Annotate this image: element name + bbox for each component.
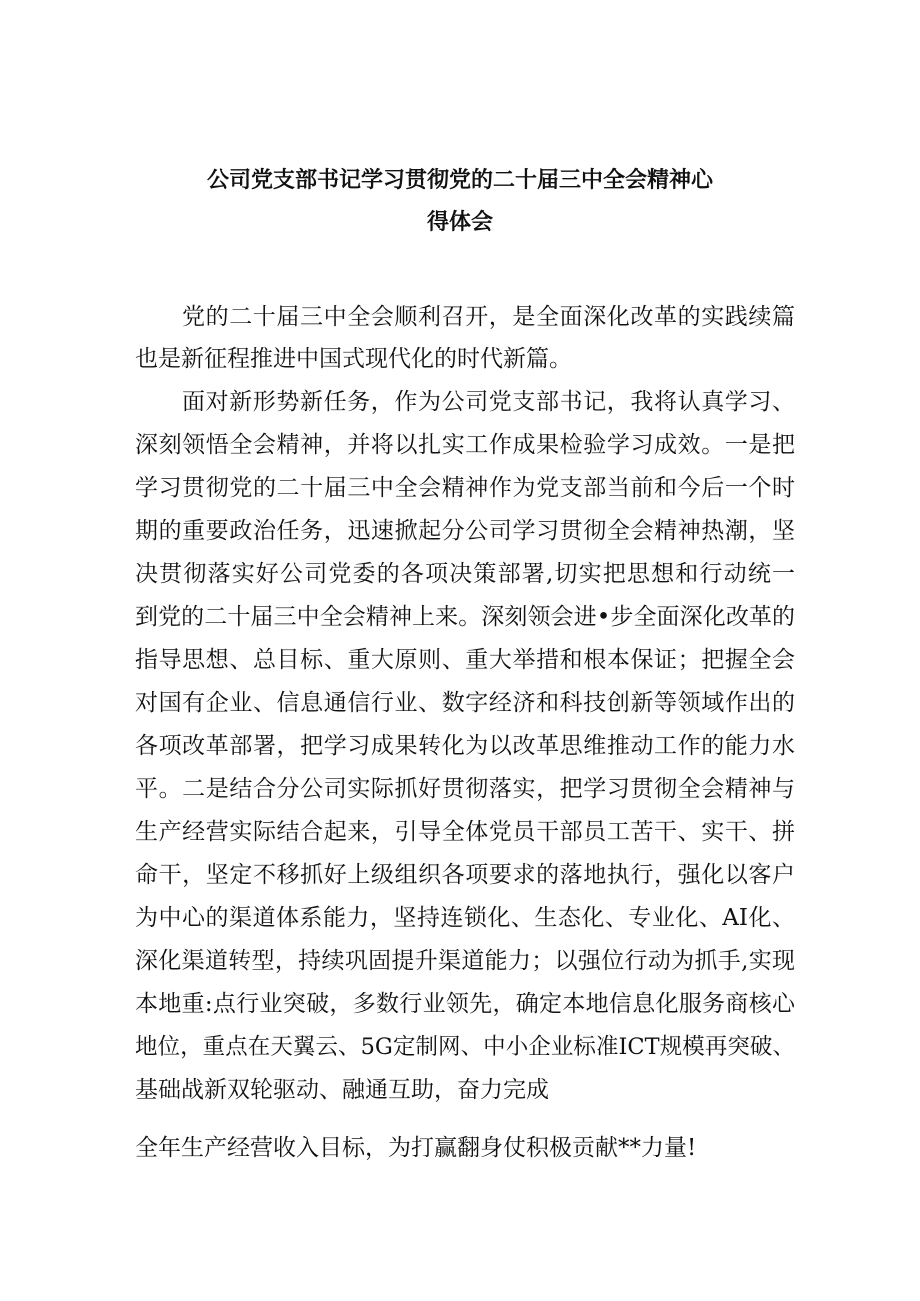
body-line: 本地重:点行业突破，多数行业领先，确定本地信息化服务商核心 <box>135 991 795 1017</box>
document-title-line-2: 得体会 <box>426 210 493 235</box>
body-line: 基础战新双轮驱动、融通互助，奋力完成 <box>135 1077 549 1103</box>
body-line: 对国有企业、信息通信行业、数字经济和科技创新等领域作出的 <box>135 690 795 716</box>
body-line: 期的重要政治任务，迅速掀起分公司学习贯彻全会精神热潮，坚 <box>135 518 795 544</box>
body-line: 命干，坚定不移抓好上级组织各项要求的落地执行，强化以客户 <box>135 862 795 888</box>
body-line: 深刻领悟全会精神，并将以扎实工作成果检验学习成效。一是把 <box>135 432 795 458</box>
body-line: 党的二十届三中全会顺利召开，是全面深化改革的实践续篇 <box>182 304 795 330</box>
body-line: 也是新征程推进中国式现代化的时代新篇。 <box>135 346 572 372</box>
body-line: 学习贯彻党的二十届三中全会精神作为党支部当前和今后一个时 <box>135 475 795 501</box>
body-line: 生产经营实际结合起来，引导全体党员干部员工苦干、实干、拼 <box>135 819 795 845</box>
body-line: 指导思想、总目标、重大原则、重大举措和根本保证；把握全会 <box>135 647 795 673</box>
body-line: 平。二是结合分公司实际抓好贯彻落实，把学习贯彻全会精神与 <box>135 776 795 802</box>
body-line: 深化渠道转型，持续巩固提升渠道能力；以强位行动为抓手,实现 <box>135 948 795 974</box>
body-line: 全年生产经营收入目标，为打赢翻身仗积极贡献**力量! <box>135 1135 697 1161</box>
body-line: 决贯彻落实好公司党委的各项决策部署,切实把思想和行动统一 <box>135 561 795 587</box>
document-title-line-1: 公司党支部书记学习贯彻党的二十届三中全会精神心 <box>206 168 713 193</box>
body-line: 面对新形势新任务，作为公司党支部书记，我将认真学习、 <box>182 389 795 415</box>
body-line: 到党的二十届三中全会精神上来。深刻领会进•步全面深化改革的 <box>135 604 795 630</box>
body-line: 为中心的渠道体系能力，坚持连锁化、生态化、专业化、AI化、 <box>135 905 795 931</box>
body-line: 各项改革部署，把学习成果转化为以改革思维推动工作的能力水 <box>135 733 795 759</box>
body-line: 地位，重点在天翼云、5G定制网、中小企业标准ICT规模再突破、 <box>135 1034 795 1060</box>
